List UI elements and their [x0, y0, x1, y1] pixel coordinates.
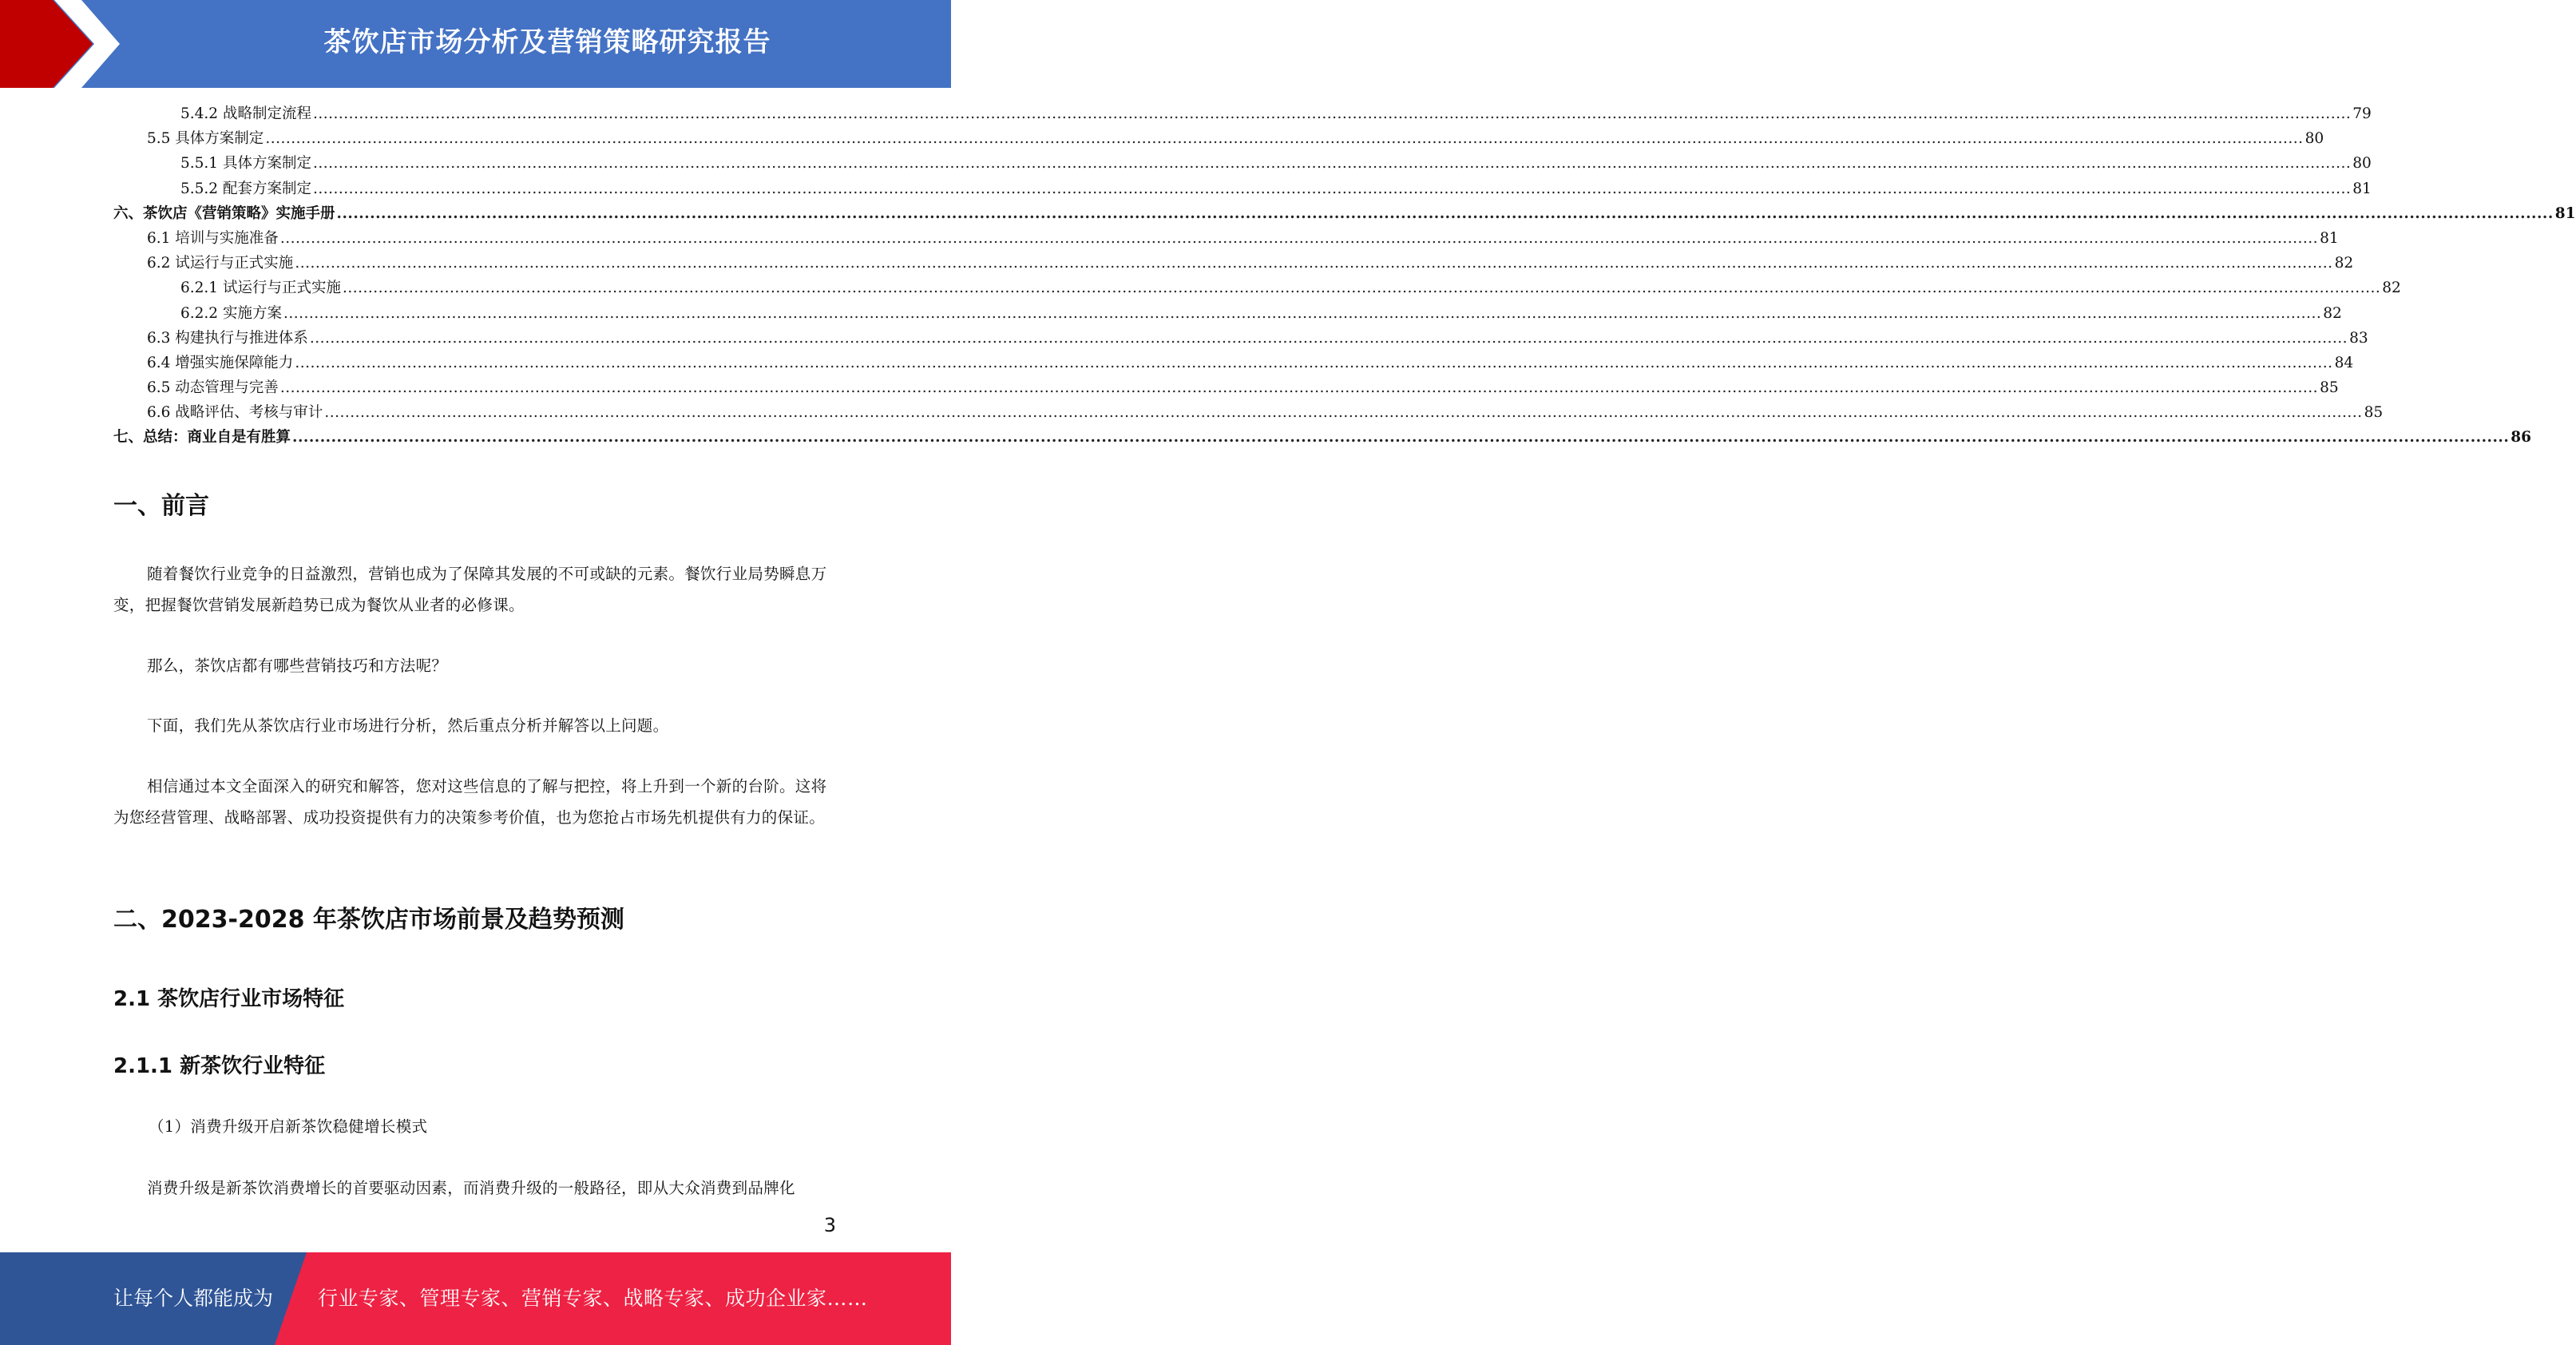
- toc-entry[interactable]: [113, 127, 2324, 152]
- toc-entry-page: 85: [2364, 404, 2384, 422]
- report-title: 茶饮店市场分析及营销策略研究报告: [323, 26, 771, 58]
- toc-entry-title: 5.5 具体方案制定: [147, 130, 264, 148]
- toc-entry[interactable]: [113, 152, 2372, 177]
- toc-leader-dots: ................................................................................................................................................................................................................................................................................................................................................................................................................: [292, 429, 2510, 446]
- toc-entry-title: 5.5.2 配套方案制定: [180, 180, 311, 197]
- toc-leader-dots: ................................................................................................................................................................................................................................................................................................................................................................................................................: [336, 204, 2554, 222]
- footer-slogan-right: 行业专家、管理专家、营销专家、战略专家、成功企业家……: [318, 1287, 868, 1310]
- footer-slogan-left: 让每个人都能成为: [113, 1287, 274, 1310]
- list-item: （1）消费升级开启新茶饮稳健增长模式: [149, 1117, 428, 1136]
- toc-entry[interactable]: [113, 351, 2354, 376]
- toc-entry-page: 83: [2349, 329, 2368, 347]
- heading-forecast: 二、2023-2028 年茶饮店市场前景及趋势预测: [113, 906, 624, 934]
- toc-entry-title: 6.6 战略评估、考核与审计: [147, 404, 323, 422]
- toc-entry-page: 84: [2334, 354, 2354, 371]
- toc-entry-page: 82: [2323, 304, 2342, 322]
- toc-entry[interactable]: [113, 227, 2339, 252]
- toc-entry-title: 6.2.2 实施方案: [180, 304, 282, 322]
- toc-leader-dots: ................................................................................................................................................................................................................................................................................................................................................................................................................: [312, 155, 2352, 173]
- page-header: [0, 0, 951, 88]
- toc-entry[interactable]: [113, 252, 2354, 276]
- toc-entry-page: 82: [2334, 255, 2354, 272]
- toc-entry-title: 6.5 动态管理与完善: [147, 379, 279, 397]
- toc-entry-title: 6.2 试运行与正式实施: [147, 255, 294, 272]
- chevron-arrow-icon: [0, 0, 128, 88]
- toc-leader-dots: ................................................................................................................................................................................................................................................................................................................................................................................................................: [265, 130, 2304, 148]
- toc-entry-title: 七、总结：商业自是有胜算: [113, 429, 291, 446]
- paragraph: 那么，茶饮店都有哪些营销技巧和方法呢？: [147, 657, 448, 675]
- table-of-contents: [113, 102, 2576, 451]
- toc-entry[interactable]: [113, 376, 2339, 401]
- toc-entry-title: 6.2.1 试运行与正式实施: [180, 280, 341, 297]
- toc-entry[interactable]: [113, 302, 2342, 327]
- toc-entry-page: 85: [2320, 379, 2339, 397]
- toc-entry-page: 80: [2305, 130, 2324, 148]
- heading-2-1: 2.1 茶饮店行业市场特征: [113, 987, 345, 1011]
- heading-preface: 一、前言: [113, 492, 209, 520]
- toc-leader-dots: ................................................................................................................................................................................................................................................................................................................................................................................................................: [312, 105, 2352, 122]
- toc-entry[interactable]: [113, 102, 2372, 127]
- toc-entry-page: 82: [2382, 280, 2401, 297]
- toc-entry-page: 86: [2511, 429, 2532, 446]
- toc-entry[interactable]: [113, 426, 2532, 450]
- toc-entry-page: 81: [2352, 180, 2372, 197]
- toc-leader-dots: ................................................................................................................................................................................................................................................................................................................................................................................................................: [312, 180, 2352, 197]
- page-footer: [0, 1252, 951, 1345]
- page-number: 3: [823, 1214, 836, 1236]
- toc-entry[interactable]: [113, 202, 2576, 227]
- toc-entry[interactable]: [113, 276, 2401, 301]
- toc-leader-dots: ................................................................................................................................................................................................................................................................................................................................................................................................................: [309, 329, 2348, 347]
- toc-leader-dots: ................................................................................................................................................................................................................................................................................................................................................................................................................: [295, 255, 2333, 272]
- toc-entry[interactable]: [113, 327, 2368, 351]
- toc-entry-title: 6.4 增强实施保障能力: [147, 354, 294, 371]
- paragraph: 随着餐饮行业竞争的日益激烈，营销也成为了保障其发展的不可或缺的元素。餐饮行业局势瞬息万变，把握餐饮营销发展新趋势已成为餐饮从业者的必修课。: [113, 565, 827, 614]
- toc-entry-title: 6.1 培训与实施准备: [147, 229, 279, 247]
- toc-entry-page: 81: [2554, 204, 2576, 222]
- toc-leader-dots: ................................................................................................................................................................................................................................................................................................................................................................................................................: [342, 280, 2381, 297]
- toc-entry[interactable]: [113, 401, 2384, 426]
- toc-leader-dots: ................................................................................................................................................................................................................................................................................................................................................................................................................: [279, 229, 2319, 247]
- paragraph: 消费升级是新茶饮消费增长的首要驱动因素，而消费升级的一般路径，即从大众消费到品牌化: [147, 1179, 795, 1197]
- paragraph: 下面，我们先从茶饮店行业市场进行分析，然后重点分析并解答以上问题。: [147, 716, 669, 735]
- toc-entry-page: 80: [2352, 155, 2372, 173]
- toc-leader-dots: ................................................................................................................................................................................................................................................................................................................................................................................................................: [324, 404, 2363, 422]
- heading-2-1-1: 2.1.1 新茶饮行业特征: [113, 1054, 326, 1078]
- toc-entry-page: 79: [2352, 105, 2372, 122]
- toc-entry-title: 5.5.1 具体方案制定: [180, 155, 311, 173]
- toc-leader-dots: ................................................................................................................................................................................................................................................................................................................................................................................................................: [283, 304, 2322, 322]
- toc-leader-dots: ................................................................................................................................................................................................................................................................................................................................................................................................................: [279, 379, 2319, 397]
- paragraph: 相信通过本文全面深入的研究和解答，您对这些信息的了解与把控，将上升到一个新的台阶。这将为您经营管理、战略部署、成功投资提供有力的决策参考价值，也为您抢占市场先机提供有力的保证。: [113, 777, 827, 827]
- toc-entry-title: 6.3 构建执行与推进体系: [147, 329, 308, 347]
- toc-entry-title: 5.4.2 战略制定流程: [180, 105, 311, 122]
- toc-entry-page: 81: [2320, 229, 2339, 247]
- toc-leader-dots: ................................................................................................................................................................................................................................................................................................................................................................................................................: [295, 354, 2333, 371]
- toc-entry[interactable]: [113, 177, 2372, 202]
- toc-entry-title: 六、茶饮店《营销策略》实施手册: [113, 204, 335, 222]
